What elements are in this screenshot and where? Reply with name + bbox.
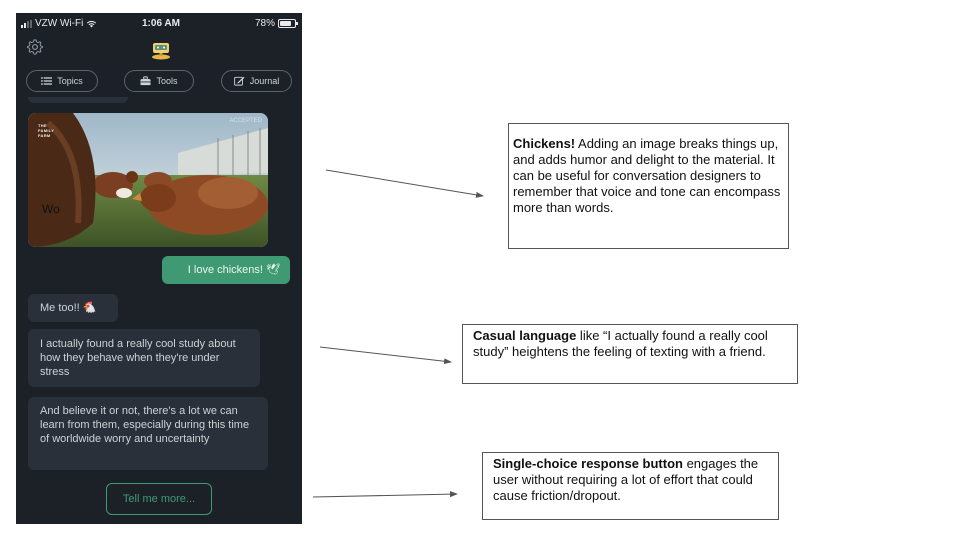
annotation-text: engages the user without requiring a lot of effort that could cause friction/dropout.: [493, 456, 759, 503]
annotation-casual-language: [462, 324, 798, 384]
battery-percent: 78%: [254, 18, 275, 29]
chicken-photo-illustration: [28, 113, 268, 247]
list-icon: [41, 76, 52, 86]
gear-icon[interactable]: [26, 38, 44, 56]
annotation-title: Chickens!: [513, 136, 576, 151]
tab-topics[interactable]: [26, 70, 98, 92]
photo-watermark: THE FAMILY FARM: [38, 123, 55, 138]
phone-screen: [16, 13, 302, 524]
bot-message-bubble: And believe it or not, there's a lot we can learn from them, especially during this time of worldwide worry and uncertainty: [28, 397, 268, 470]
photo-caption: Wo: [42, 202, 60, 216]
status-time: 1:06 AM: [142, 18, 180, 29]
status-left: [21, 18, 97, 29]
annotation-text: Adding an image breaks things up, and adds humor and delight to the material. It can be useful for conversation designers to remember that voice and tone can encompass more than words.: [513, 136, 781, 215]
chicken-image[interactable]: [28, 113, 268, 247]
app-logo-icon[interactable]: [150, 40, 172, 60]
status-right: [255, 18, 296, 29]
toolbox-icon: [140, 76, 151, 86]
previous-message-bubble: [28, 97, 128, 103]
tab-topics-label: Topics: [57, 76, 83, 86]
annotation-single-choice: [482, 452, 779, 520]
wifi-icon: [86, 20, 97, 28]
bot-message-bubble: Me too!! 🐔: [28, 294, 118, 322]
tab-journal[interactable]: [221, 70, 292, 92]
bot-message-bubble: I actually found a really cool study about how they behave when they're under stress: [28, 329, 260, 387]
status-bar: [16, 13, 302, 33]
user-message-bubble: I love chickens! 🕊: [162, 256, 290, 284]
arrow-to-image: [326, 170, 483, 196]
photo-corner-label: ACCEPTED: [229, 118, 262, 124]
tab-tools[interactable]: [124, 70, 194, 92]
tell-me-more-button[interactable]: Tell me more...: [106, 483, 212, 515]
tab-tools-label: Tools: [156, 76, 178, 86]
signal-icon: [21, 20, 32, 28]
annotation-title: Casual language: [473, 328, 577, 343]
carrier-label: VZW Wi-Fi: [35, 18, 84, 29]
annotation-chickens: [508, 123, 789, 249]
tab-journal-label: Journal: [249, 76, 280, 86]
arrow-to-casual-message: [320, 347, 451, 362]
annotation-text: like “I actually found a really cool study” heightens the feeling of texting with a friend.: [473, 328, 768, 359]
battery-icon: [278, 19, 296, 28]
chat-thread[interactable]: [16, 97, 302, 524]
edit-icon: [234, 76, 245, 86]
arrow-to-reply-button: [313, 494, 457, 497]
annotation-title: Single-choice response button: [493, 456, 683, 471]
